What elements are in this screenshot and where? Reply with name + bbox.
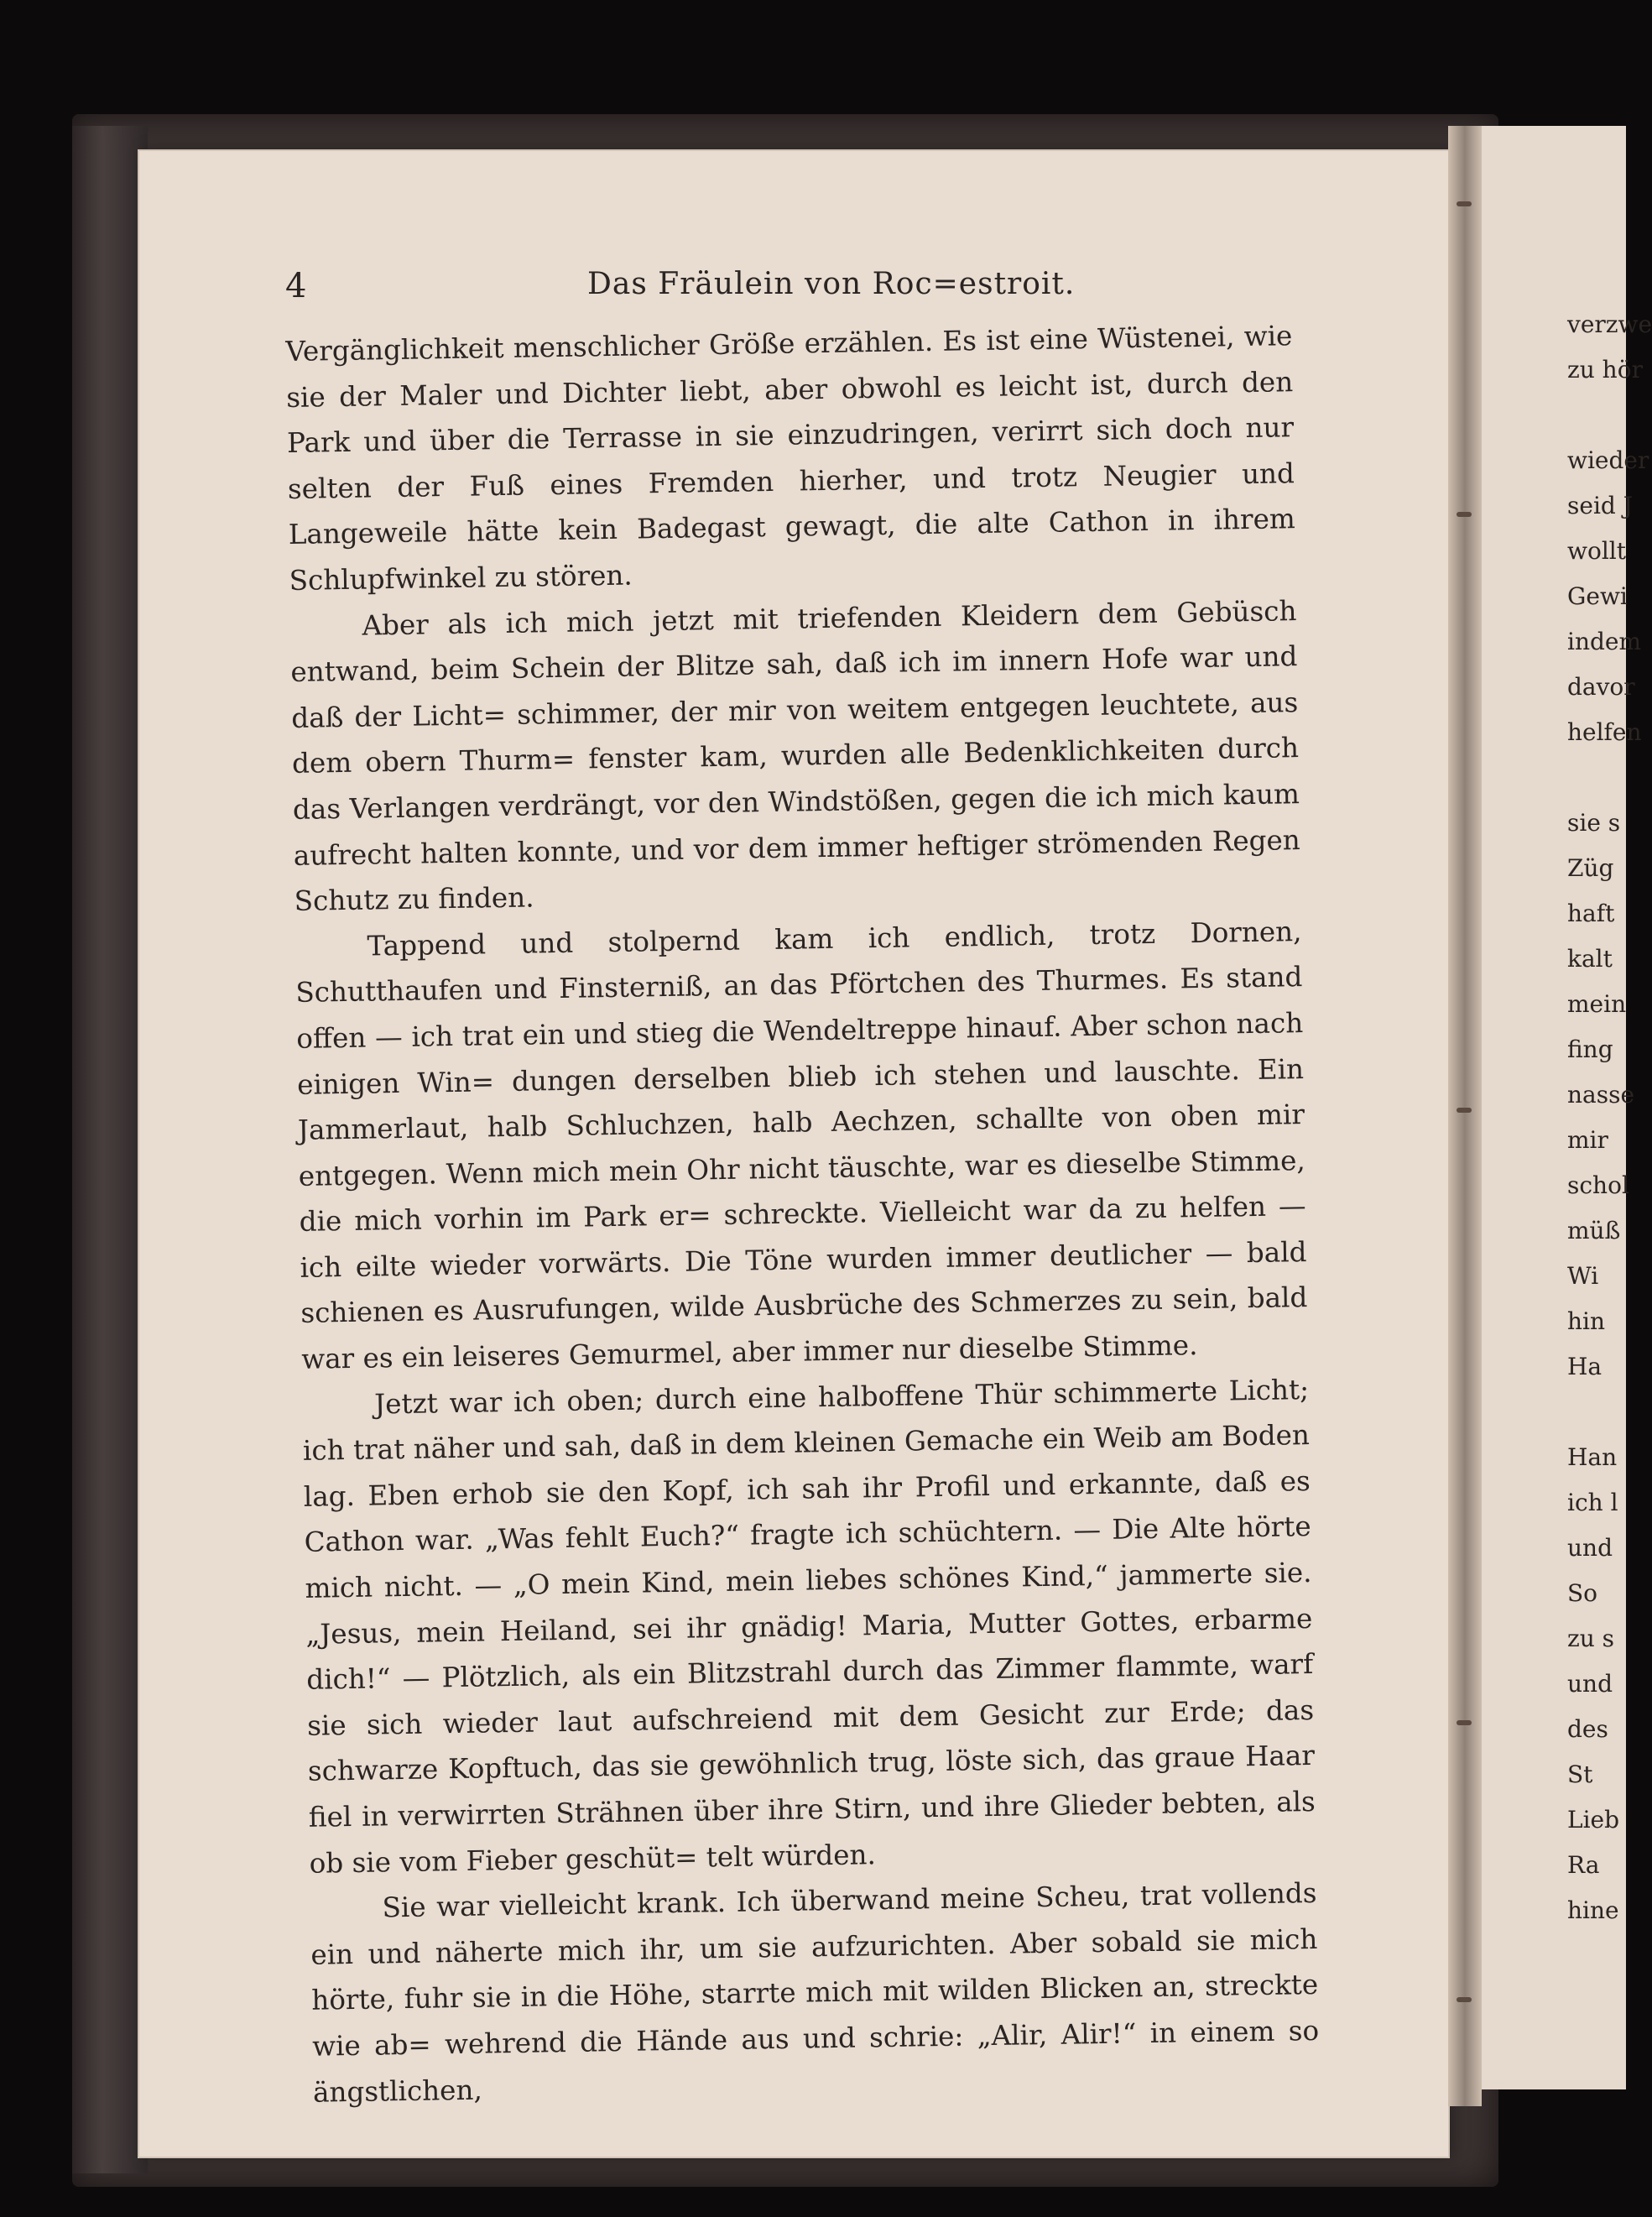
right-page-fragment: So: [1567, 1579, 1598, 1607]
right-page-fragment: schol: [1567, 1171, 1629, 1199]
paragraph: Jetzt war ich oben; durch eine halboffene Thür schimmerte Licht; ich trat näher und sah, daß in dem kleinen Gemache ein Weib am Boden lag. Eben erhob sie den Kopf, ich sah ihr Profil und erkannte, daß es Cathon war. „Was fehlt Euch?“ fragte ich schüchtern. — Die Alte hörte mich nicht. — „O mein Kind, mein liebes schönes Kind,“ jammerte sie. „Jesus, mein Heiland, sei ihr gnädig! Maria, Mutter Gottes, erbarme dich!“ — Plötzlich, als ein Blitzstrahl durch das Zimmer flammte, warf sie sich wieder laut aufschreiend mit dem Gesicht zur Erde; das schwarze Kopftuch, das sie gewöhnlich trug, löste sich, das graue Haar fiel in verwirrten Strähnen über ihre Stirn, und ihre Glieder bebten, als ob sie vom Fieber geschüt= telt würden.: [302, 1373, 1316, 1880]
right-page-fragment: [1567, 1390, 1626, 1435]
right-page-fragment: des: [1567, 1715, 1608, 1743]
right-page-fragment: hine: [1567, 1896, 1619, 1924]
right-page-fragment: zu hör: [1567, 356, 1643, 383]
right-page-fragment: nasse: [1567, 1081, 1635, 1108]
right-page-fragment: davor: [1567, 673, 1635, 701]
right-page-fragment: Lieb: [1567, 1806, 1620, 1834]
right-page-fragment: Ha: [1567, 1353, 1602, 1380]
right-page-fragment: indem: [1567, 628, 1642, 655]
right-page-fragment: St: [1567, 1761, 1593, 1788]
paragraph: Tappend und stolpernd kam ich endlich, trotz Dornen, Schutthaufen und Finsterniß, an das Pförtchen des Thurmes. Es stand offen — ich trat ein und stieg die Wendeltreppe hinauf. Aber schon nach einigen Win= dungen derselben blieb ich stehen und lauschte. Ein Jammerlaut, halb Schluchzen, halb Aechzen, schallte von oben mir entgegen. Wenn mich mein Ohr nicht täuschte, war es dieselbe Stimme, die mich vorhin im Park er= schreckte. Vielleicht war da zu helfen — ich eilte wieder vorwärts. Die Töne wurden immer deutlicher — bald schienen es Ausrufungen, wilde Ausbrüche des Schmerzes zu sein, bald war es ein leiseres Gemurmel, aber immer nur dieselbe Stimme.: [295, 915, 1308, 1375]
right-page-fragment: [1567, 755, 1626, 801]
right-page-text-fragments: [1567, 302, 1652, 1933]
cover-edge: [72, 126, 148, 2173]
right-page-fragment: kalt: [1567, 945, 1613, 973]
right-page-fragment: mir: [1567, 1126, 1608, 1154]
running-title: Das Fräulein von Roc=estroit.: [587, 267, 1076, 301]
right-page-fragment: mein: [1567, 990, 1627, 1018]
binding-thread-marks: [1448, 193, 1482, 2039]
right-page-fragment: hin: [1567, 1307, 1606, 1335]
right-page-fragment: sie s: [1567, 809, 1621, 837]
right-page-fragment: Gewi: [1567, 582, 1628, 610]
right-page-fragment: wollt: [1567, 537, 1626, 565]
right-page-fragment: ich l: [1567, 1489, 1618, 1516]
right-page-fragment: [1567, 393, 1626, 438]
paragraph: Vergänglichkeit menschlicher Größe erzählen. Es ist eine Wüstenei, wie sie der Maler und Dichter liebt, aber obwohl es leicht ist, durch den Park und über die Terrasse in sie einzudringen, verirrt sich doch nur selten der Fuß eines Fremden hierher, und trotz Neugier und Langeweile hätte kein Badegast gewagt, die alte Cathon in ihrem Schlupfwinkel zu stören.: [285, 320, 1296, 597]
paragraph: Aber als ich mich jetzt mit triefenden Kleidern dem Gebüsch entwand, beim Schein der Blitze sah, daß ich im innern Hofe war und daß der Licht= schimmer, der mir von weitem entgegen leuchtete, aus dem obern Thurm= fenster kam, wurden alle Bedenklichkeiten durch das Verlangen verdrängt, vor den Windstößen, gegen die ich mich kaum aufrecht halten konnte, und vor dem immer heftiger strömenden Regen Schutz zu finden.: [290, 594, 1301, 918]
right-page-fragment: Han: [1567, 1443, 1618, 1471]
page-number: 4: [285, 267, 307, 305]
right-page-fragment: zu s: [1567, 1625, 1615, 1652]
right-page-fragment: und: [1567, 1670, 1613, 1698]
right-page-fragment: müß: [1567, 1217, 1621, 1244]
right-page-fragment: seid J: [1567, 492, 1633, 519]
right-page-fragment: Ra: [1567, 1851, 1600, 1879]
right-page-fragment: Wi: [1567, 1262, 1599, 1290]
body-text: [285, 313, 1320, 2115]
right-page-fragment: helfen: [1567, 718, 1642, 746]
right-page-fragment: Züg: [1567, 854, 1614, 882]
paragraph: Sie war vielleicht krank. Ich überwand meine Scheu, trat vollends ein und näherte mich ihr, um sie aufzurichten. Aber sobald sie mich hörte, fuhr sie in die Höhe, starrte mich mit wilden Blicken an, streckte wie ab= wehrend die Hände aus und schrie: „Alir, Alir!“ in einem so ängstlichen,: [310, 1877, 1320, 2109]
right-page-fragment: verzwe: [1567, 310, 1652, 338]
right-page-fragment: haft: [1567, 900, 1615, 927]
right-page-fragment: und: [1567, 1534, 1613, 1562]
right-page-fragment: fing: [1567, 1035, 1613, 1063]
page-header: [285, 267, 1317, 305]
right-page-fragment: wieder: [1567, 446, 1649, 474]
